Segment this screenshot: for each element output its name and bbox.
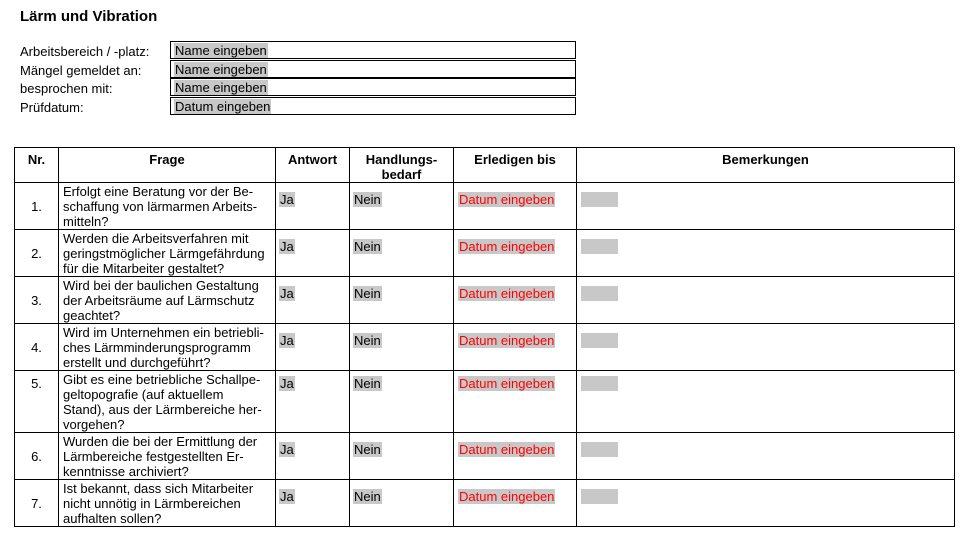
- remarks-field[interactable]: [581, 442, 618, 457]
- remarks-field[interactable]: [581, 286, 618, 301]
- cell-bemerkungen: [577, 324, 955, 371]
- date-field[interactable]: Datum eingeben: [459, 192, 555, 207]
- frage-line: Stand), aus der Lärmbereiche her-: [63, 402, 262, 417]
- remarks-field[interactable]: [581, 333, 618, 348]
- remarks-field[interactable]: [581, 376, 618, 391]
- answer-ja-field[interactable]: Ja: [280, 239, 294, 254]
- date-field[interactable]: Datum eingeben: [459, 239, 555, 254]
- handlungsbedarf-nein-field[interactable]: Nein: [354, 442, 381, 457]
- table-row: [15, 371, 955, 433]
- frage-line: der Arbeitsräume auf Lärmschutz: [63, 293, 255, 308]
- cell-antwort: [276, 230, 350, 277]
- meta-field-arbeitsbereich[interactable]: [170, 41, 576, 59]
- date-field[interactable]: Datum eingeben: [459, 442, 555, 457]
- cell-nr: 5.: [15, 371, 59, 433]
- frage-line: geringstmöglicher Lärmgefährdung: [63, 246, 265, 261]
- frage-line: Wird im Unternehmen ein betriebli-: [63, 325, 264, 340]
- table-row: [15, 183, 955, 230]
- frage-line: Werden die Arbeitsverfahren mit: [63, 231, 249, 246]
- cell-nr: 7.: [15, 480, 59, 527]
- cell-erledigen-bis: [454, 277, 577, 324]
- header-handlungsbedarf-line2: bedarf: [381, 167, 422, 182]
- field-value[interactable]: Datum eingeben: [175, 99, 271, 114]
- cell-erledigen-bis: [454, 371, 577, 433]
- frage-line: schaffung von lärmarmen Arbeits-: [63, 199, 258, 214]
- cell-antwort: [276, 371, 350, 433]
- meta-field-pruefdatum[interactable]: [170, 97, 576, 115]
- answer-ja-field[interactable]: Ja: [280, 376, 294, 391]
- cell-frage: [59, 183, 276, 230]
- answer-ja-field[interactable]: Ja: [280, 333, 294, 348]
- answer-ja-field[interactable]: Ja: [280, 286, 294, 301]
- handlungsbedarf-nein-field[interactable]: Nein: [354, 489, 381, 504]
- frage-line: vorgehen?: [63, 417, 125, 432]
- cell-nr: 2.: [15, 230, 59, 277]
- remarks-field[interactable]: [581, 489, 618, 504]
- table-row: [15, 433, 955, 480]
- header-handlungsbedarf-line1: Handlungs-: [365, 152, 438, 167]
- cell-frage: [59, 371, 276, 433]
- frage-line: Wurden die bei der Ermittlung der: [63, 434, 258, 449]
- frage-line: aufhalten sollen?: [63, 511, 162, 526]
- header-bemerkungen: Bemerkungen: [577, 148, 955, 183]
- answer-ja-field[interactable]: Ja: [280, 442, 294, 457]
- date-field[interactable]: Datum eingeben: [459, 489, 555, 504]
- cell-erledigen-bis: [454, 324, 577, 371]
- frage-line: ches Lärmminderungsprogramm: [63, 340, 251, 355]
- field-value[interactable]: Name eingeben: [175, 80, 267, 95]
- cell-antwort: [276, 183, 350, 230]
- frage-line: Erfolgt eine Beratung vor der Be-: [63, 184, 254, 199]
- meta-label-arbeitsbereich: Arbeitsbereich / -platz:: [20, 44, 150, 59]
- frage-line: erstellt und durchgeführt?: [63, 355, 211, 370]
- page-title: Lärm und Vibration: [20, 8, 158, 25]
- cell-frage: [59, 324, 276, 371]
- table-row: [15, 480, 955, 527]
- frage-line: mitteln?: [63, 214, 109, 229]
- frage-line: Lärmbereiche festgestellten Er-: [63, 449, 244, 464]
- frage-line: geachtet?: [63, 308, 121, 323]
- cell-handlungsbedarf: [350, 480, 454, 527]
- meta-label-pruefdatum: Prüfdatum:: [20, 100, 84, 115]
- handlungsbedarf-nein-field[interactable]: Nein: [354, 376, 381, 391]
- cell-erledigen-bis: [454, 230, 577, 277]
- handlungsbedarf-nein-field[interactable]: Nein: [354, 239, 381, 254]
- header-handlungsbedarf: [350, 148, 454, 183]
- cell-erledigen-bis: [454, 480, 577, 527]
- cell-antwort: [276, 433, 350, 480]
- cell-frage: [59, 277, 276, 324]
- checklist-table: [14, 147, 955, 527]
- cell-frage: [59, 433, 276, 480]
- field-value[interactable]: Name eingeben: [175, 43, 267, 58]
- cell-bemerkungen: [577, 371, 955, 433]
- cell-frage: [59, 230, 276, 277]
- cell-bemerkungen: [577, 277, 955, 324]
- header-antwort: Antwort: [276, 148, 350, 183]
- cell-nr: 6.: [15, 433, 59, 480]
- cell-bemerkungen: [577, 433, 955, 480]
- table-row: [15, 277, 955, 324]
- table-row: [15, 230, 955, 277]
- cell-handlungsbedarf: [350, 371, 454, 433]
- cell-handlungsbedarf: [350, 324, 454, 371]
- cell-handlungsbedarf: [350, 230, 454, 277]
- header-erledigen-bis: Erledigen bis: [454, 148, 577, 183]
- cell-antwort: [276, 277, 350, 324]
- cell-bemerkungen: [577, 183, 955, 230]
- frage-line: Gibt es eine betriebliche Schallpe-: [63, 372, 261, 387]
- cell-nr: 4.: [15, 324, 59, 371]
- frage-line: für die Mitarbeiter gestaltet?: [63, 261, 225, 276]
- table-header-row: [15, 148, 955, 183]
- date-field[interactable]: Datum eingeben: [459, 376, 555, 391]
- date-field[interactable]: Datum eingeben: [459, 333, 555, 348]
- meta-field-maengel-gemeldet[interactable]: [170, 60, 576, 78]
- cell-antwort: [276, 480, 350, 527]
- meta-field-besprochen-mit[interactable]: [170, 78, 576, 96]
- date-field[interactable]: Datum eingeben: [459, 286, 555, 301]
- cell-handlungsbedarf: [350, 433, 454, 480]
- handlungsbedarf-nein-field[interactable]: Nein: [354, 192, 381, 207]
- cell-bemerkungen: [577, 230, 955, 277]
- frage-line: geltopografie (auf aktuellem: [63, 387, 224, 402]
- handlungsbedarf-nein-field[interactable]: Nein: [354, 333, 381, 348]
- frage-line: nicht unnötig in Lärmbereichen: [63, 496, 241, 511]
- cell-frage: [59, 480, 276, 527]
- frage-line: Wird bei der baulichen Gestaltung: [63, 278, 259, 293]
- cell-nr: 3.: [15, 277, 59, 324]
- remarks-field[interactable]: [581, 239, 618, 254]
- cell-erledigen-bis: [454, 183, 577, 230]
- field-value[interactable]: Name eingeben: [175, 62, 267, 77]
- cell-erledigen-bis: [454, 433, 577, 480]
- cell-nr: 1.: [15, 183, 59, 230]
- cell-handlungsbedarf: [350, 183, 454, 230]
- header-nr: Nr.: [15, 148, 59, 183]
- meta-label-maengel-gemeldet: Mängel gemeldet an:: [20, 63, 142, 78]
- cell-bemerkungen: [577, 480, 955, 527]
- handlungsbedarf-nein-field[interactable]: Nein: [354, 286, 381, 301]
- answer-ja-field[interactable]: Ja: [280, 192, 294, 207]
- meta-label-besprochen-mit: besprochen mit:: [20, 81, 113, 96]
- frage-line: kenntnisse archiviert?: [63, 464, 189, 479]
- answer-ja-field[interactable]: Ja: [280, 489, 294, 504]
- cell-handlungsbedarf: [350, 277, 454, 324]
- remarks-field[interactable]: [581, 192, 618, 207]
- frage-line: Ist bekannt, dass sich Mitarbeiter: [63, 481, 254, 496]
- header-frage: Frage: [59, 148, 276, 183]
- table-row: [15, 324, 955, 371]
- cell-antwort: [276, 324, 350, 371]
